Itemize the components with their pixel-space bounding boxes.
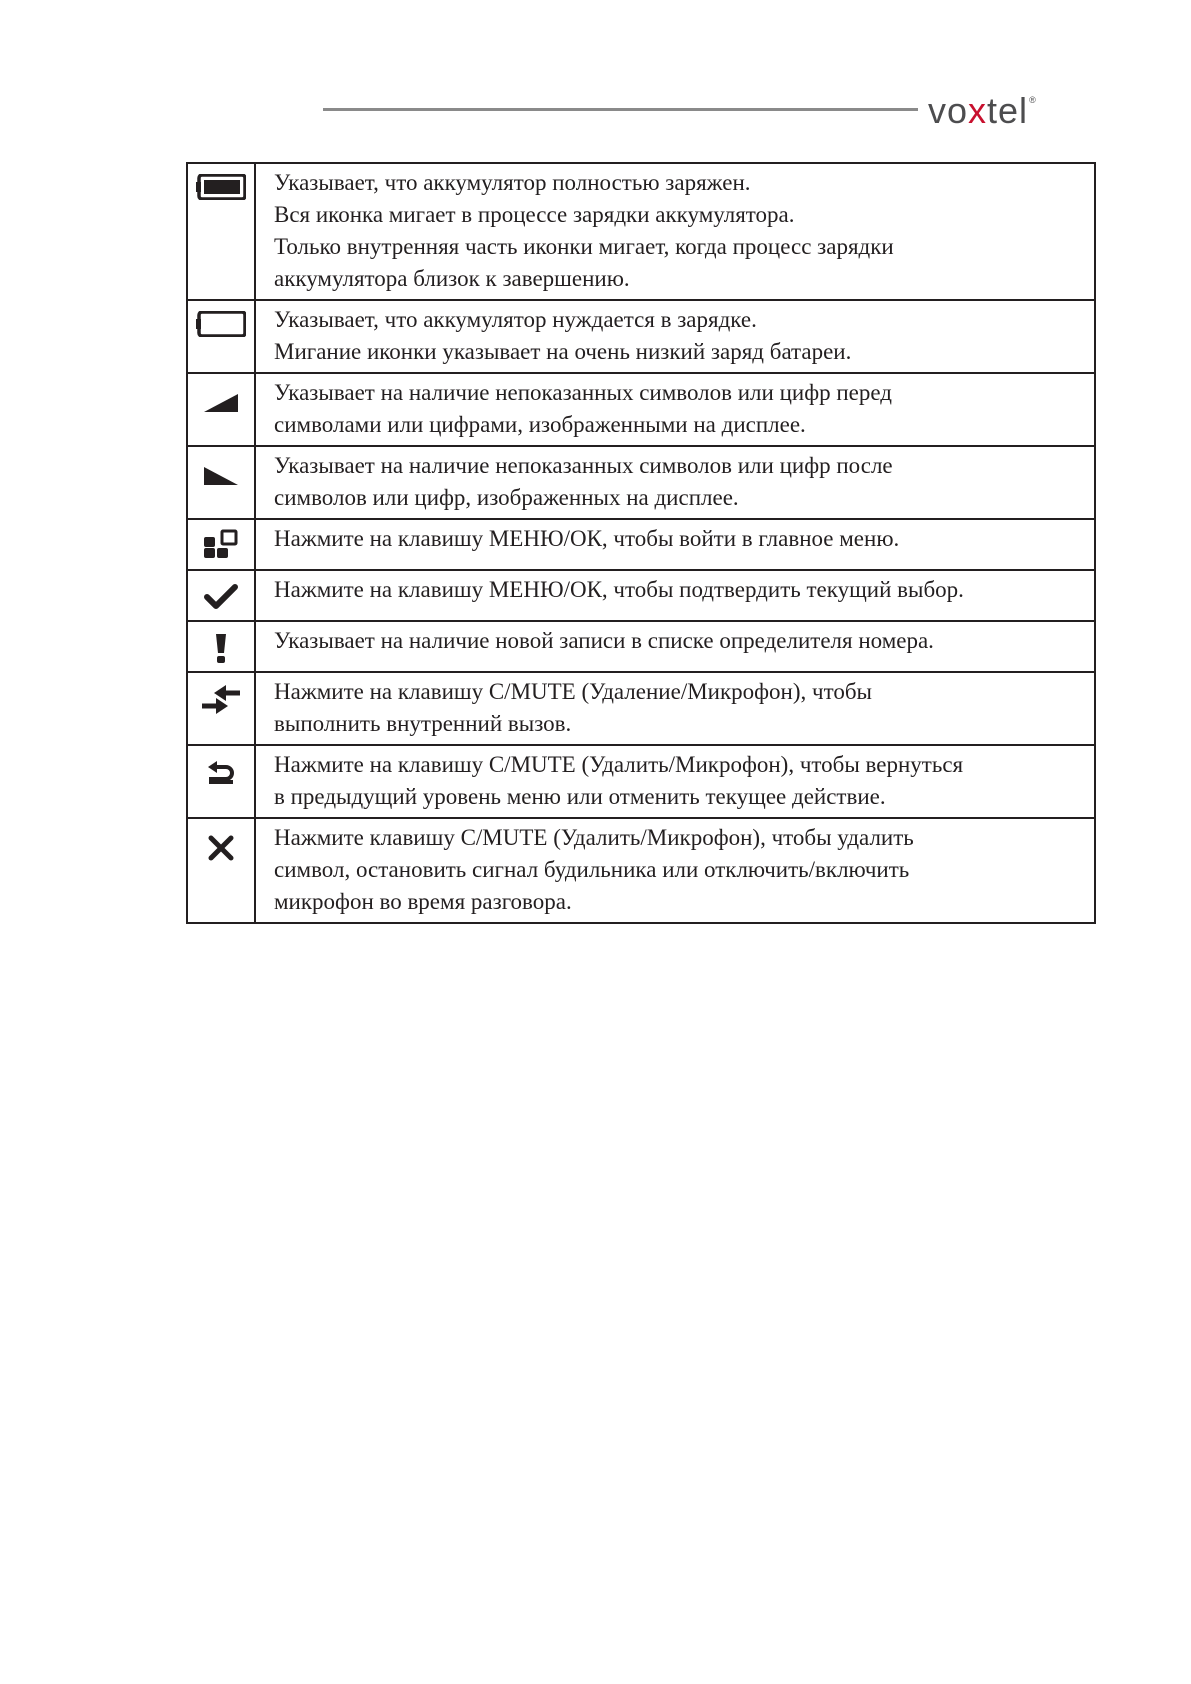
description-cell xyxy=(255,446,1095,519)
brand-logo xyxy=(928,78,1037,133)
description-line: Нажмите на клавишу C/MUTE (Удалить/Микрофон), чтобы вернуться xyxy=(274,752,964,777)
table-row xyxy=(187,163,1095,300)
icon-cell xyxy=(187,570,255,621)
description-line: Нажмите на клавишу МЕНЮ/ОК, чтобы подтвердить текущий выбор. xyxy=(274,577,964,602)
table-row xyxy=(187,446,1095,519)
description-line: символами или цифрами, изображенными на дисплее. xyxy=(274,412,806,437)
description-cell xyxy=(255,570,1095,621)
intercom-arrows-icon xyxy=(200,683,242,717)
description-line: символ, остановить сигнал будильника или отключить/включить xyxy=(274,857,910,882)
icon-cell xyxy=(187,672,255,745)
header-rule xyxy=(323,108,918,111)
scroll-left-indicator-icon xyxy=(202,392,240,414)
icon-cell xyxy=(187,745,255,818)
scroll-right-indicator-icon xyxy=(202,465,240,487)
icon-legend-table xyxy=(186,162,1096,924)
logo-registered-mark: ® xyxy=(1029,95,1037,105)
description-line: микрофон во время разговора. xyxy=(274,889,572,914)
description-line: Указывает, что аккумулятор полностью заряжен. xyxy=(274,170,751,195)
description-line: выполнить внутренний вызов. xyxy=(274,711,572,736)
icon-cell xyxy=(187,818,255,923)
icon-cell xyxy=(187,163,255,300)
table-row xyxy=(187,519,1095,570)
icon-cell xyxy=(187,446,255,519)
description-cell xyxy=(255,818,1095,923)
battery-empty-icon xyxy=(196,311,246,337)
delete-x-icon xyxy=(208,835,234,861)
table-row xyxy=(187,300,1095,373)
description-line: Указывает на наличие непоказанных символов или цифр после xyxy=(274,453,893,478)
description-line: Только внутренняя часть иконки мигает, когда процесс зарядки xyxy=(274,234,894,259)
table-row xyxy=(187,672,1095,745)
description-cell xyxy=(255,300,1095,373)
description-line: символов или цифр, изображенных на дисплее. xyxy=(274,485,739,510)
table-row xyxy=(187,570,1095,621)
table-row xyxy=(187,818,1095,923)
description-cell xyxy=(255,373,1095,446)
description-cell xyxy=(255,621,1095,672)
icon-cell xyxy=(187,300,255,373)
back-arrow-icon xyxy=(206,760,236,786)
logo-prefix: vo xyxy=(928,90,969,131)
description-line: Мигание иконки указывает на очень низкий заряд батареи. xyxy=(274,339,852,364)
menu-icon xyxy=(203,529,239,559)
icon-cell xyxy=(187,621,255,672)
logo-x-mark: x xyxy=(968,90,988,131)
description-line: Указывает на наличие новой записи в списке определителя номера. xyxy=(274,628,934,653)
description-line: в предыдущий уровень меню или отменить текущее действие. xyxy=(274,784,886,809)
description-line: аккумулятора близок к завершению. xyxy=(274,266,630,291)
description-line: Нажмите на клавишу C/MUTE (Удаление/Микрофон), чтобы xyxy=(274,679,872,704)
battery-full-icon xyxy=(196,174,246,200)
description-cell xyxy=(255,519,1095,570)
checkmark-icon xyxy=(204,583,238,611)
description-cell xyxy=(255,672,1095,745)
description-line: Вся иконка мигает в процессе зарядки аккумулятора. xyxy=(274,202,795,227)
description-line: Нажмите на клавишу МЕНЮ/ОК, чтобы войти в главное меню. xyxy=(274,526,900,551)
table-row xyxy=(187,373,1095,446)
table-row xyxy=(187,745,1095,818)
table-row xyxy=(187,621,1095,672)
description-line: Нажмите клавишу C/MUTE (Удалить/Микрофон), чтобы удалить xyxy=(274,825,914,850)
description-line: Указывает на наличие непоказанных символов или цифр перед xyxy=(274,380,892,405)
description-cell xyxy=(255,745,1095,818)
logo-suffix: tel xyxy=(987,90,1029,131)
icon-cell xyxy=(187,373,255,446)
description-cell xyxy=(255,163,1095,300)
icon-cell xyxy=(187,519,255,570)
description-line: Указывает, что аккумулятор нуждается в зарядке. xyxy=(274,307,757,332)
exclamation-icon xyxy=(213,632,229,664)
